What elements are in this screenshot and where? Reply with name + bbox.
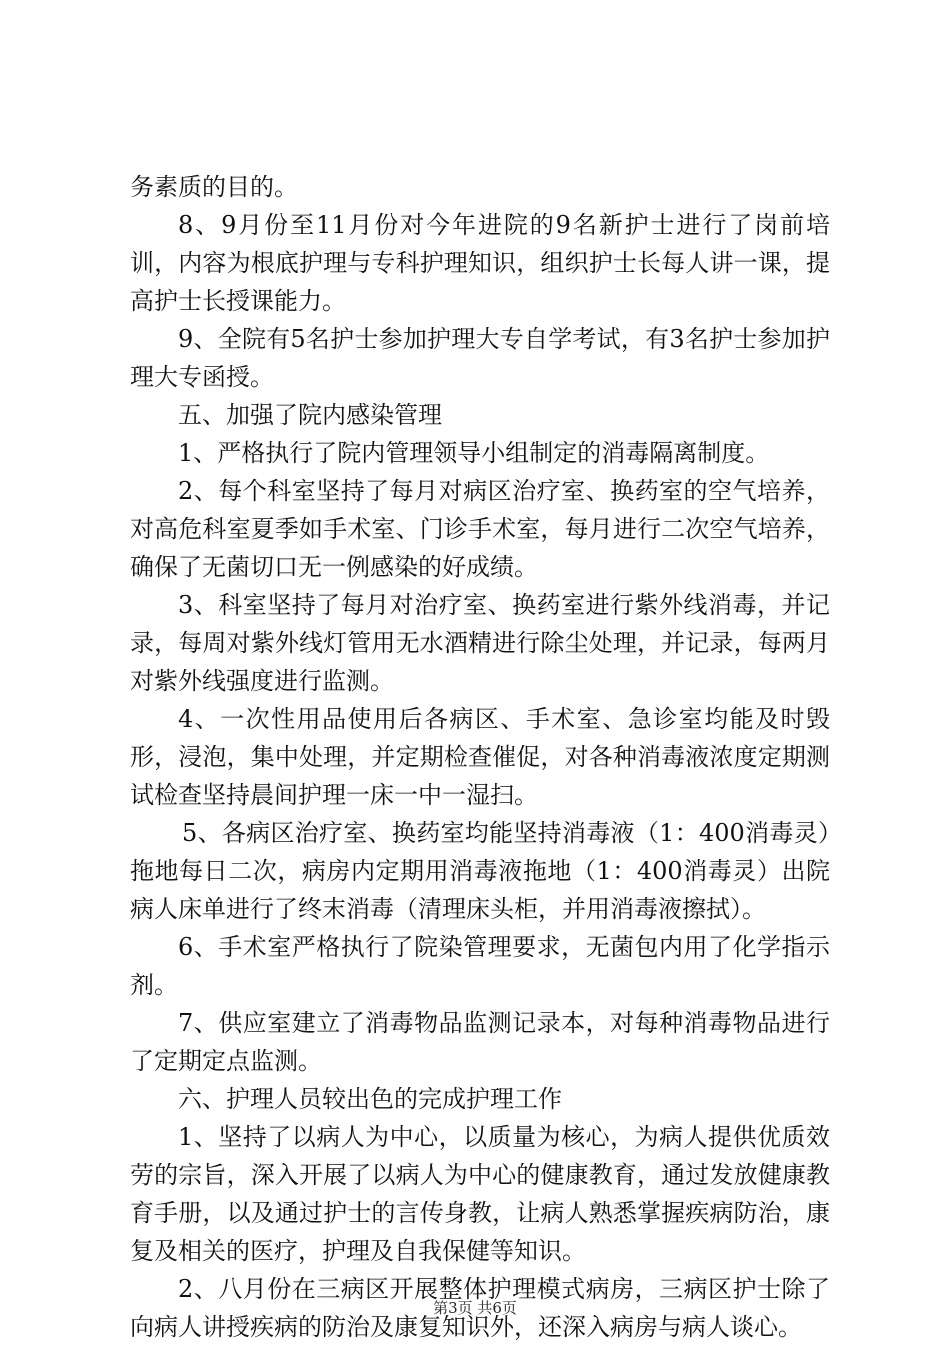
paragraph-nursing-2: 2、八月份在三病区开展整体护理模式病房，三病区护士除了向病人讲授疾病的防治及康复知识外，还深入病房与病人谈心。	[130, 1275, 830, 1341]
document-body	[130, 168, 830, 1346]
paragraph-nursing-1: 1、坚持了以病人为中心，以质量为核心，为病人提供优质效劳的宗旨，深入开展了以病人为中心的健康教育，通过发放健康教育手册，以及通过护士的言传身教，让病人熟悉掌握疾病防治，康复及相关的医疗，护理及自我保健等知识。	[130, 1123, 830, 1265]
paragraph-item-8: 8、9月份至11月份对今年进院的9名新护士进行了岗前培训，内容为根底护理与专科护理知识，组织护士长每人讲一课，提高护士长授课能力。	[130, 211, 830, 315]
paragraph-infection-4: 4、一次性用品使用后各病区、手术室、急诊室均能及时毁形，浸泡，集中处理，并定期检查催促，对各种消毒液浓度定期测试检查坚持晨间护理一床一中一湿扫。	[130, 705, 830, 809]
paragraph-item-9: 9、全院有5名护士参加护理大专自学考试，有3名护士参加护理大专函授。	[130, 325, 830, 391]
section-heading-5: 五、加强了院内感染管理	[178, 401, 442, 429]
paragraph-infection-5: 5、各病区治疗室、换药室均能坚持消毒液（1：400消毒灵）拖地每日二次，病房内定期用消毒液拖地（1：400消毒灵）出院病人床单进行了终末消毒（清理床头柜，并用消毒液擦拭）。	[130, 819, 830, 923]
page-footer: 第3页 共6页	[433, 1299, 517, 1317]
paragraph-infection-6: 6、手术室严格执行了院染管理要求，无菌包内用了化学指示剂。	[130, 933, 830, 999]
paragraph-infection-2: 2、每个科室坚持了每月对病区治疗室、换药室的空气培养，对高危科室夏季如手术室、门诊手术室，每月进行二次空气培养，确保了无菌切口无一例感染的好成绩。	[130, 477, 830, 581]
paragraph-infection-7: 7、供应室建立了消毒物品监测记录本，对每种消毒物品进行了定期定点监测。	[130, 1009, 830, 1075]
paragraph-infection-1: 1、严格执行了院内管理领导小组制定的消毒隔离制度。	[178, 439, 770, 467]
section-heading-6: 六、护理人员较出色的完成护理工作	[178, 1085, 562, 1113]
paragraph-infection-3: 3、科室坚持了每月对治疗室、换药室进行紫外线消毒，并记录，每周对紫外线灯管用无水酒精进行除尘处理，并记录，每两月对紫外线强度进行监测。	[130, 591, 830, 695]
paragraph-continuation: 务素质的目的。	[130, 173, 298, 201]
